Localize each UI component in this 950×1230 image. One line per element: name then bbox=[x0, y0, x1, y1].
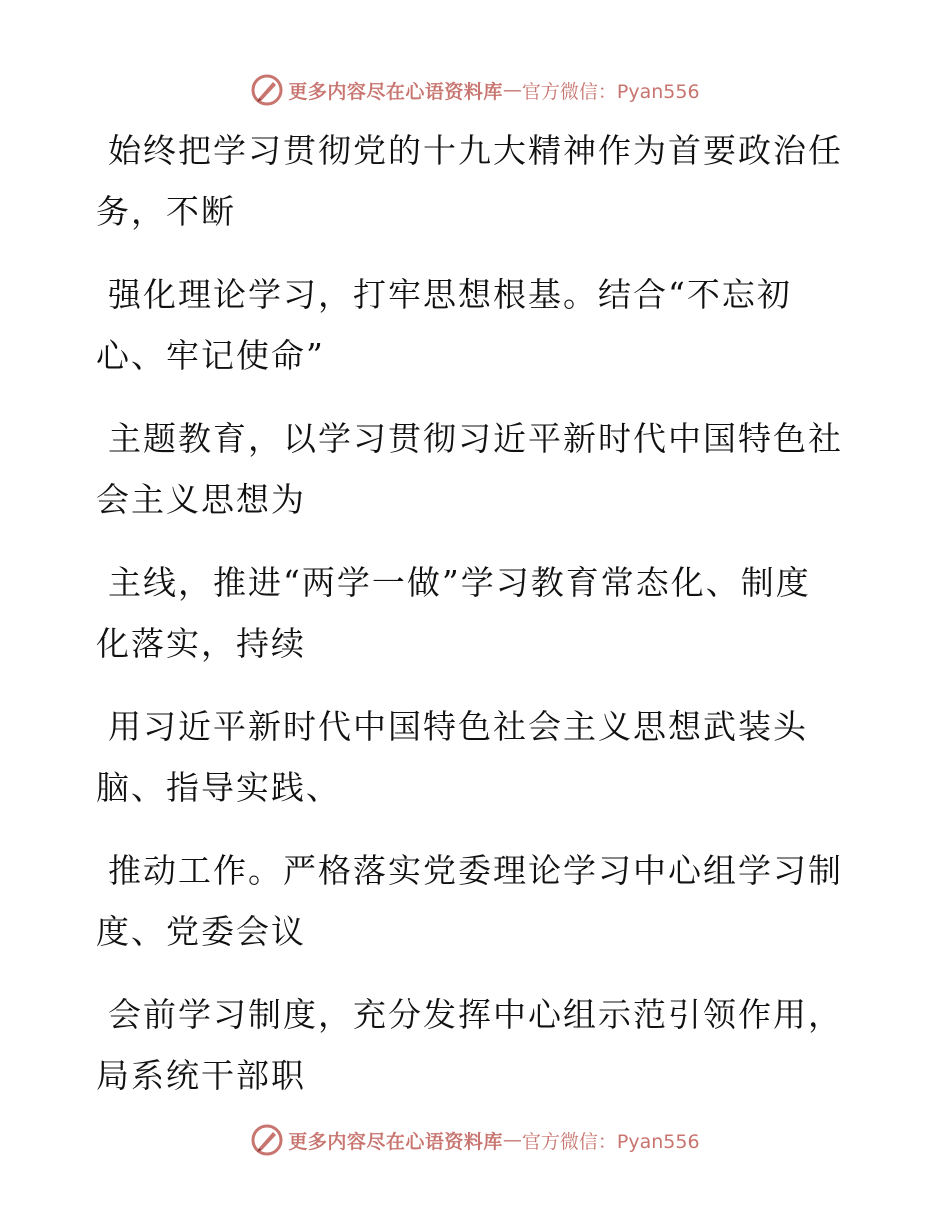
watermark-contact: 官方微信：Pyan556 bbox=[521, 1130, 700, 1153]
paragraph bbox=[96, 984, 856, 1106]
paragraph bbox=[96, 552, 856, 674]
paragraph-line: 主题教育，以学习贯彻习近平新时代中国特色社 bbox=[108, 419, 843, 458]
watermark-text: 更多内容尽在心语资料库 bbox=[288, 1130, 503, 1153]
paragraph-line: 度、党委会议 bbox=[96, 912, 306, 951]
paragraph bbox=[96, 120, 856, 242]
paragraph-line: 推动工作。严格落实党委理论学习中心组学习制 bbox=[108, 851, 843, 890]
paragraph-line: 主线，推进“两学一做”学习教育常态化、制度 bbox=[108, 563, 811, 602]
paragraph bbox=[96, 840, 856, 962]
watermark-text: 更多内容尽在心语资料库 bbox=[288, 80, 503, 103]
paragraph-line: 务，不断 bbox=[96, 192, 236, 231]
pen-logo-icon bbox=[250, 73, 284, 107]
paragraph-line: 会前学习制度，充分发挥中心组示范引领作用， bbox=[108, 995, 843, 1034]
paragraph bbox=[96, 408, 856, 530]
header-watermark bbox=[0, 70, 950, 110]
paragraph bbox=[96, 264, 856, 386]
document-body bbox=[96, 120, 856, 1128]
pen-logo-icon bbox=[250, 1123, 284, 1157]
paragraph-line: 心、牢记使命” bbox=[96, 336, 325, 375]
paragraph-line: 会主义思想为 bbox=[96, 480, 306, 519]
paragraph-line: 强化理论学习，打牢思想根基。结合“不忘初 bbox=[108, 275, 792, 314]
watermark-separator: — bbox=[502, 1129, 522, 1151]
paragraph-line: 始终把学习贯彻党的十九大精神作为首要政治任 bbox=[108, 131, 843, 170]
paragraph bbox=[96, 696, 856, 818]
paragraph-line: 脑、指导实践、 bbox=[96, 768, 341, 807]
paragraph-line: 用习近平新时代中国特色社会主义思想武装头 bbox=[108, 707, 808, 746]
footer-watermark bbox=[0, 1120, 950, 1160]
paragraph-line: 化落实，持续 bbox=[96, 624, 306, 663]
watermark-separator: — bbox=[502, 79, 522, 101]
watermark-contact: 官方微信：Pyan556 bbox=[521, 80, 700, 103]
paragraph-line: 局系统干部职 bbox=[96, 1056, 306, 1095]
